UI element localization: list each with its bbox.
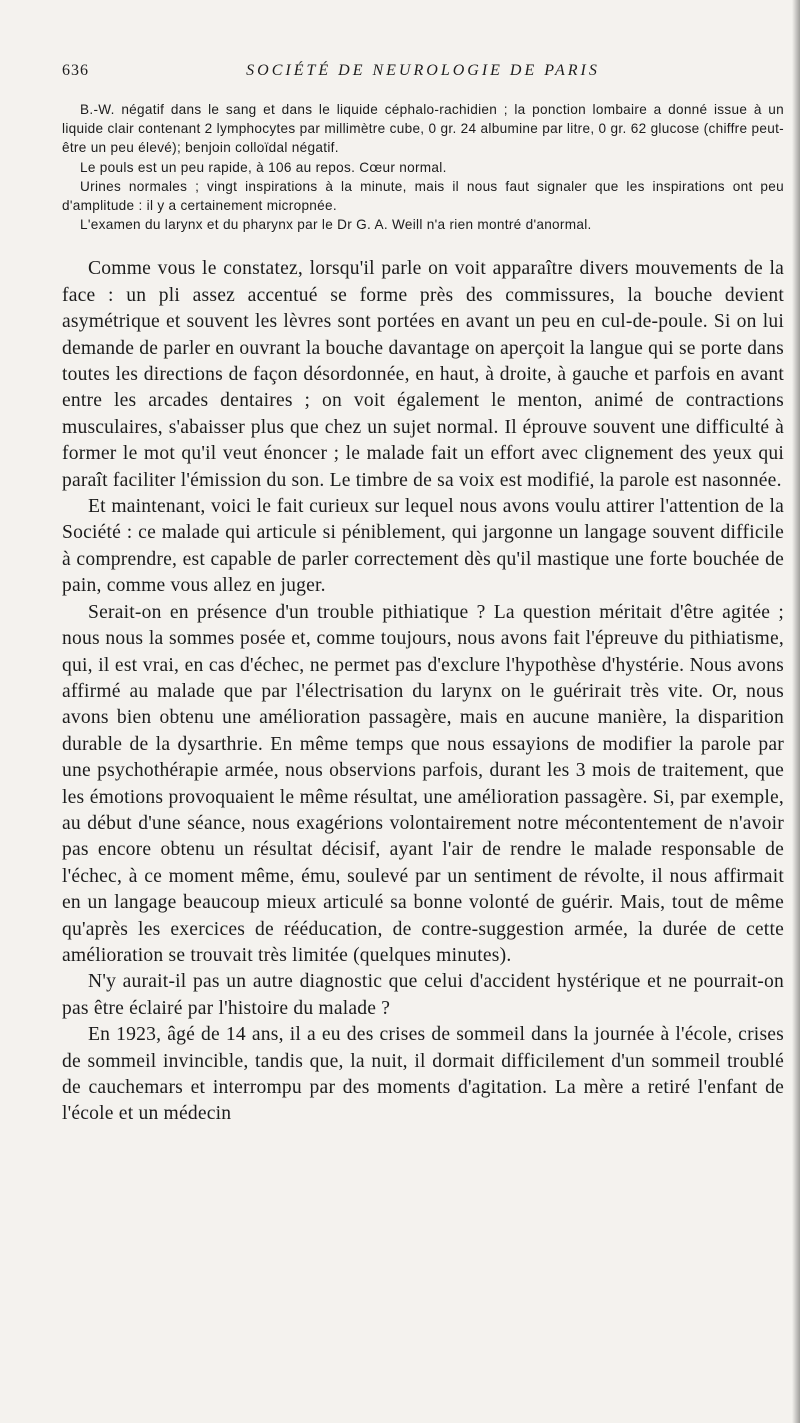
paragraph-curious-fact: Et maintenant, voici le fait curieux sur lequel nous avons voulu attirer l'attention de la Société : ce malade qui articule si péniblement, qui jargonne un langage souvent difficile à comprendre, est capable de parler correctement dès qu'il mastique une forte bouchée de pain, comme vous allez en juger. <box>62 496 784 597</box>
journal-title: SOCIÉTÉ DE NEUROLOGIE DE PARIS <box>246 62 600 79</box>
paragraph-face-movements: Comme vous le constatez, lorsqu'il parle on voit apparaître divers mouvements de la face : un pli assez accentué se forme près des commissures, la bouche devient asymétrique et souvent les lèvres sont portées en avant un peu en cul-de-poule. Si on lui demande de parler en ouvrant la bouche davantage on aperçoit la langue qui se porte dans toutes les directions de façon désordonnée, en haut, à droite, à gauche et parfois en avant entre les arcades dentaires ; on voit également le menton, animé de contractions musculaires, s'abaisser plus que chez un sujet normal. Il éprouve souvent une difficulté à former le mot qu'il veut énoncer ; le malade fait un effort avec clignement des yeux qui paraît faciliter l'émission du son. Le timbre de sa voix est modifié, la parole est nasonnée. <box>62 258 784 491</box>
paragraph-other-diagnosis: N'y aurait-il pas un autre diagnostic que celui d'accident hystérique et ne pourrait-on pas être éclairé par l'histoire du malade ? <box>62 971 784 1019</box>
paragraph-history-1923: En 1923, âgé de 14 ans, il a eu des crises de sommeil dans la journée à l'école, crises de sommeil invincible, tandis que, la nuit, il dormait difficilement d'un sommeil troublé de cauchemars et interrompu par des moments d'agitation. La mère a retiré l'enfant de l'école et un médecin <box>62 1024 784 1125</box>
page <box>62 62 784 1128</box>
page-number: 636 <box>62 62 89 79</box>
paragraph-lab-results: B.-W. négatif dans le sang et dans le liquide céphalo-rachidien ; la ponction lombaire a donné issue à un liquide clair contenant 2 lymphocytes par millimètre cube, 0 gr. 24 albumine par litre, 0 gr. 62 glucose (chiffre peut-être un peu élevé); benjoin colloïdal négatif. <box>62 102 784 156</box>
body-text <box>62 256 784 1127</box>
page-edge-shadow <box>792 0 800 1423</box>
paragraph-urine-breathing: Urines normales ; vingt inspirations à la minute, mais il nous faut signaler que les inspirations ont peu d'amplitude : il y a certainement micropnée. <box>62 178 784 214</box>
paragraph-larynx-exam: L'examen du larynx et du pharynx par le Dr G. A. Weill n'a rien montré d'anormal. <box>80 217 592 233</box>
report-notes <box>62 100 784 234</box>
paragraph-pithiatic-question: Serait-on en présence d'un trouble pithiatique ? La question méritait d'être agitée ; nous nous la sommes posée et, comme toujours, nous avons fait l'épreuve du pithiatisme, qui, il est vrai, en cas d'échec, ne permet pas d'exclure l'hypothèse d'hystérie. Nous avons affirmé au malade que par l'électrisation du larynx on le guérirait très vite. Or, nous avons bien obtenu une amélioration passagère, mais en aucune manière, la disparition durable de la dysarthrie. En même temps que nous essayions de modifier la parole par une psychothérapie armée, nous observions parfois, durant les 3 mois de traitement, que les émotions provoquaient le même résultat, une amélioration passagère. Si, par exemple, au début d'une séance, nous exagérions volontairement notre mécontentement de n'avoir pas encore obtenu un résultat décisif, ayant l'air de rendre le malade responsable de l'échec, à ce moment même, ému, soulevé par un sentiment de révolte, il nous affirmait en un langage beaucoup mieux articulé sa bonne volonté de guérir. Mais, tout de même qu'après les exercices de rééducation, de contre-suggestion armée, la durée de cette amélioration se trouvait très limitée (quelques minutes). <box>62 601 784 966</box>
paragraph-pulse: Le pouls est un peu rapide, à 106 au repos. Cœur normal. <box>80 159 447 175</box>
running-head <box>62 62 784 90</box>
